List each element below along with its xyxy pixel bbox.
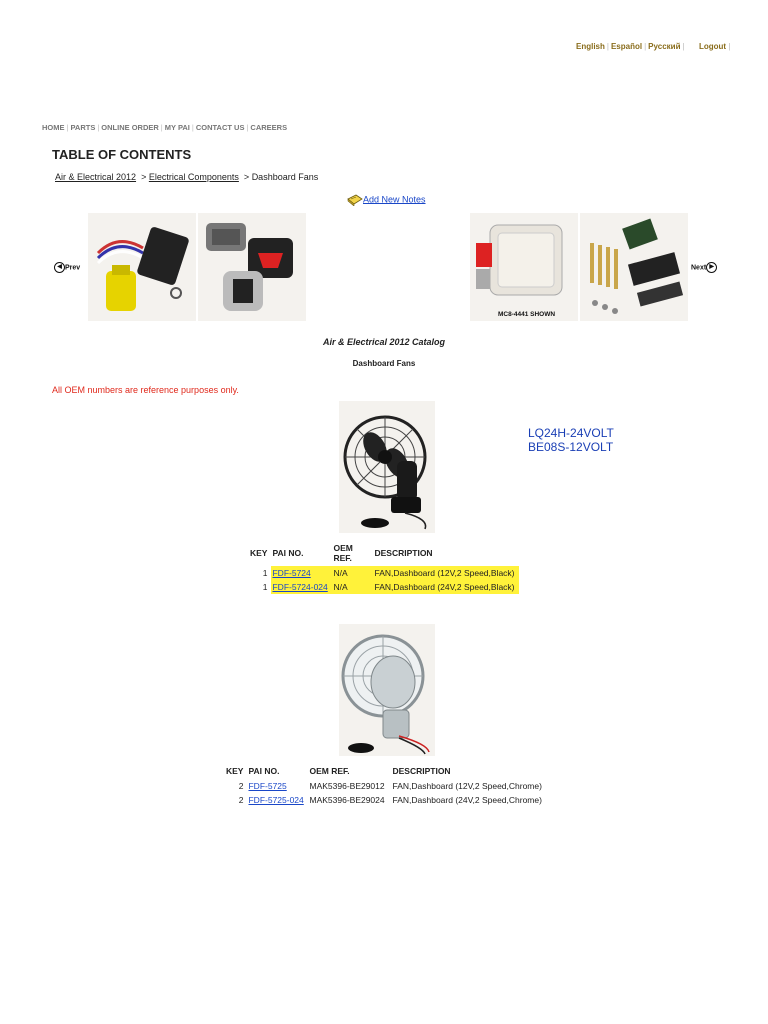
col-oem: OEM REF.	[333, 543, 353, 563]
page-title: TABLE OF CONTENTS	[52, 147, 192, 162]
note-icon	[347, 194, 363, 206]
add-notes-link[interactable]: Add New Notes	[363, 194, 426, 205]
nav-careers[interactable]: CAREERS	[250, 123, 288, 132]
fan-black-image	[339, 401, 435, 533]
row-oem: MAK5396-BE29012	[309, 781, 385, 791]
breadcrumb-sep: >	[138, 172, 147, 182]
row-desc: FAN,Dashboard (12V,2 Speed,Black)	[373, 566, 518, 580]
thumb-terminal-image	[580, 213, 688, 321]
fan-black-drawing	[339, 401, 435, 533]
voltage-line-24v: LQ24H-24VOLT	[528, 426, 614, 440]
col-desc: DESCRIPTION	[392, 766, 451, 776]
table-row	[225, 793, 546, 807]
nav-home[interactable]: HOME	[42, 123, 65, 132]
oem-disclaimer: All OEM numbers are reference purposes only.	[52, 385, 239, 395]
col-desc: DESCRIPTION	[374, 548, 433, 558]
thumb-sensor[interactable]	[198, 213, 306, 321]
nav-parts[interactable]: PARTS	[70, 123, 96, 132]
row-desc: FAN,Dashboard (24V,2 Speed,Chrome)	[392, 795, 542, 805]
thumb-relay-box[interactable]	[470, 213, 578, 321]
row-oem: N/A	[332, 566, 373, 580]
next-button[interactable]	[691, 262, 717, 273]
main-nav: HOME | PARTS | ONLINE ORDER | MY PAI | CONTACT US | CAREERS	[42, 123, 288, 132]
thumb-switch-connector[interactable]	[88, 213, 196, 321]
row-desc: FAN,Dashboard (24V,2 Speed,Black)	[373, 580, 518, 594]
chevron-right-icon: ▶	[706, 262, 717, 273]
language-bar: English | Español | Русский |	[576, 42, 685, 51]
table-row	[225, 779, 546, 793]
row-key: 1	[262, 568, 268, 578]
thumb-relay-image	[470, 213, 578, 321]
breadcrumb	[55, 172, 318, 182]
table-header	[249, 542, 519, 566]
table-row	[249, 566, 519, 580]
row-oem: MAK5396-BE29024	[309, 795, 385, 805]
section-title: Dashboard Fans	[352, 359, 416, 368]
row-oem: N/A	[332, 580, 373, 594]
nav-contact-us[interactable]: CONTACT US	[195, 123, 245, 132]
thumb-sensor-image	[198, 213, 306, 321]
row-key: 2	[238, 781, 244, 791]
lang-russian[interactable]: Русский	[648, 42, 681, 51]
part-link-fdf-5725[interactable]: FDF-5725	[248, 781, 287, 791]
nav-my-pai[interactable]: MY PAI	[164, 123, 190, 132]
nav-online-order[interactable]: ONLINE ORDER	[101, 123, 159, 132]
thumb-caption: MC8-4441 SHOWN	[498, 311, 556, 318]
parts-table-black	[249, 542, 519, 594]
part-link-fdf-5725-024[interactable]: FDF-5725-024	[248, 795, 304, 805]
row-key: 1	[262, 582, 268, 592]
breadcrumb-air-electrical[interactable]: Air & Electrical 2012	[55, 172, 137, 182]
chevron-left-icon: ◀	[54, 262, 65, 273]
lang-english[interactable]: English	[576, 42, 605, 51]
breadcrumb-current: Dashboard Fans	[251, 172, 319, 182]
table-header	[225, 765, 546, 779]
parts-table-chrome	[225, 765, 546, 807]
logout-link[interactable]: Logout |	[699, 42, 731, 51]
catalog-title: Air & Electrical 2012 Catalog	[322, 337, 446, 347]
voltage-line-12v: BE08S-12VOLT	[528, 440, 614, 454]
voltage-note	[528, 426, 614, 454]
fan-chrome-drawing	[339, 624, 435, 756]
table-row	[249, 580, 519, 594]
col-key: KEY	[250, 548, 268, 558]
col-pai: PAI NO.	[248, 766, 280, 776]
fan-chrome-image	[339, 624, 435, 756]
row-desc: FAN,Dashboard (12V,2 Speed,Chrome)	[392, 781, 542, 791]
breadcrumb-sep: >	[241, 172, 250, 182]
col-oem: OEM REF.	[309, 766, 350, 776]
thumb-switch-connector-image	[88, 213, 196, 321]
row-key: 2	[238, 795, 244, 805]
breadcrumb-electrical-components[interactable]: Electrical Components	[148, 172, 239, 182]
prev-button[interactable]	[54, 262, 80, 273]
part-link-fdf-5724-024[interactable]: FDF-5724-024	[272, 582, 328, 592]
col-key: KEY	[226, 766, 244, 776]
thumb-terminal-block[interactable]	[580, 213, 688, 321]
prev-label: Prev	[65, 264, 81, 272]
logout-label[interactable]: Logout	[699, 42, 727, 51]
col-pai: PAI NO.	[272, 548, 304, 558]
add-notes[interactable]	[347, 194, 426, 206]
part-link-fdf-5724[interactable]: FDF-5724	[272, 568, 311, 578]
next-label: Next	[691, 264, 707, 272]
lang-espanol[interactable]: Español	[610, 42, 643, 51]
